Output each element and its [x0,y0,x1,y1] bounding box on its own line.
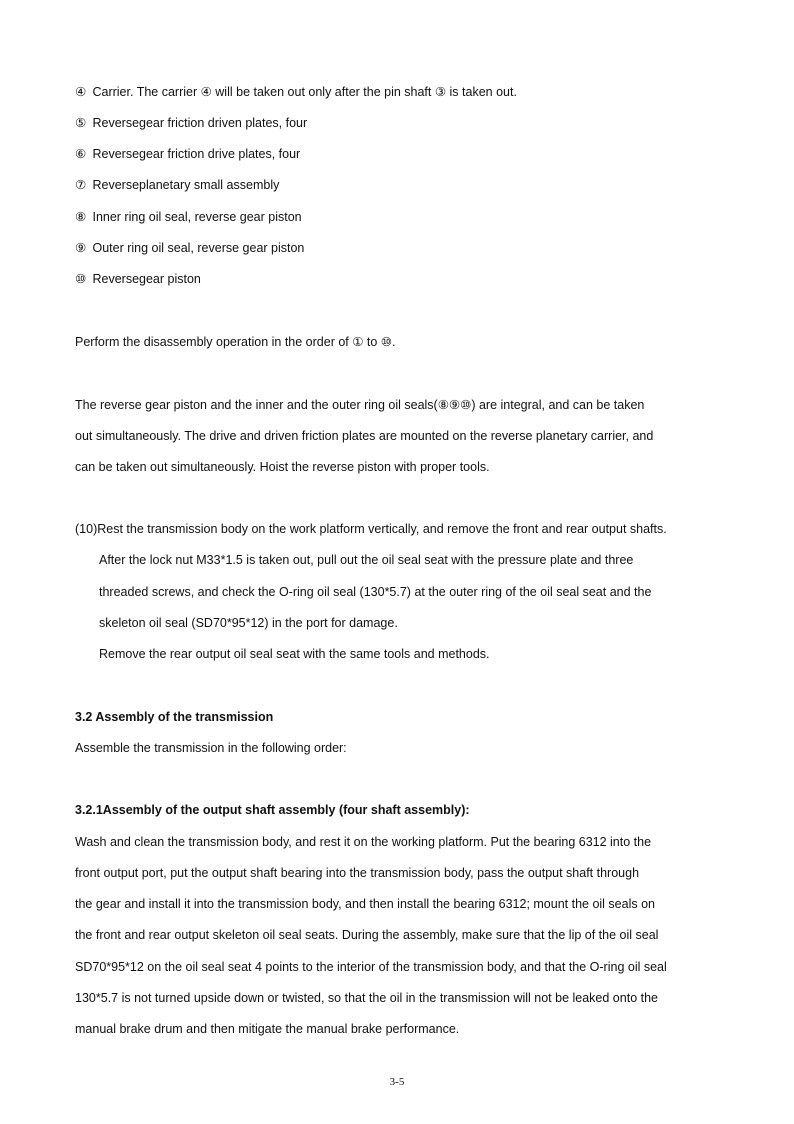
paragraph-line: can be taken out simultaneously. Hoist the reverse piston with proper tools. [75,460,490,474]
list-item-5 [75,115,307,131]
step-10-line: Remove the rear output oil seal seat with the same tools and methods. [99,647,490,661]
item-number: ⑧ [75,210,87,224]
page-number: 3-5 [389,1076,405,1088]
item-text: Outer ring oil seal, reverse gear piston [89,241,305,255]
paragraph-line: front output port, put the output shaft bearing into the transmission body, pass the output shaft through [75,866,640,880]
section-heading-3-2-1: 3.2.1Assembly of the output shaft assembly (four shaft assembly): [75,803,470,817]
paragraph-line: SD70*95*12 on the oil seal seat 4 points to the interior of the transmission body, and that the O-ring oil seal [75,960,667,974]
item-number: ⑩ [75,272,87,286]
item-number: ④ [75,85,87,99]
list-item-9 [75,240,304,256]
item-text: Reverseplanetary small assembly [89,178,280,192]
list-item-7 [75,177,279,193]
item-number: ⑨ [75,241,87,255]
perform-instruction: Perform the disassembly operation in the order of ① to ⑩. [75,335,396,349]
list-item-6 [75,146,300,162]
item-number: ⑥ [75,147,87,161]
step-10-line: threaded screws, and check the O-ring oil seal (130*5.7) at the outer ring of the oil seal seat and the [99,585,652,599]
list-item-4 [75,84,517,100]
list-item-10 [75,271,201,287]
paragraph-line: out simultaneously. The drive and driven friction plates are mounted on the reverse planetary carrier, and [75,429,654,443]
paragraph-line: the gear and install it into the transmission body, and then install the bearing 6312; mount the oil seals on [75,897,655,911]
step-10-line: skeleton oil seal (SD70*95*12) in the port for damage. [99,616,398,630]
paragraph-line: 130*5.7 is not turned upside down or twisted, so that the oil in the transmission will not be leaked onto the [75,991,658,1005]
item-text: Inner ring oil seal, reverse gear piston [89,210,302,224]
item-text: Reversegear friction driven plates, four [89,116,308,130]
paragraph-line: The reverse gear piston and the inner and the outer ring oil seals(⑧⑨⑩) are integral, and can be taken [75,398,645,412]
item-text: Reversegear piston [89,272,201,286]
item-number: ⑦ [75,178,87,192]
paragraph-line: manual brake drum and then mitigate the manual brake performance. [75,1022,460,1036]
item-text: Reversegear friction drive plates, four [89,147,301,161]
paragraph-line: the front and rear output skeleton oil seal seats. During the assembly, make sure that the lip of the oil seal [75,928,659,942]
section-intro: Assemble the transmission in the following order: [75,741,347,755]
item-number: ⑤ [75,116,87,130]
paragraph-line: Wash and clean the transmission body, and rest it on the working platform. Put the bearing 6312 into the [75,835,652,849]
step-10-heading: (10)Rest the transmission body on the work platform vertically, and remove the front and rear output shafts. [75,522,667,536]
item-text: Carrier. The carrier ④ will be taken out only after the pin shaft ③ is taken out. [89,85,517,99]
step-10-line: After the lock nut M33*1.5 is taken out, pull out the oil seal seat with the pressure plate and three [99,553,634,567]
section-heading-3-2: 3.2 Assembly of the transmission [75,710,274,724]
list-item-8 [75,209,302,225]
